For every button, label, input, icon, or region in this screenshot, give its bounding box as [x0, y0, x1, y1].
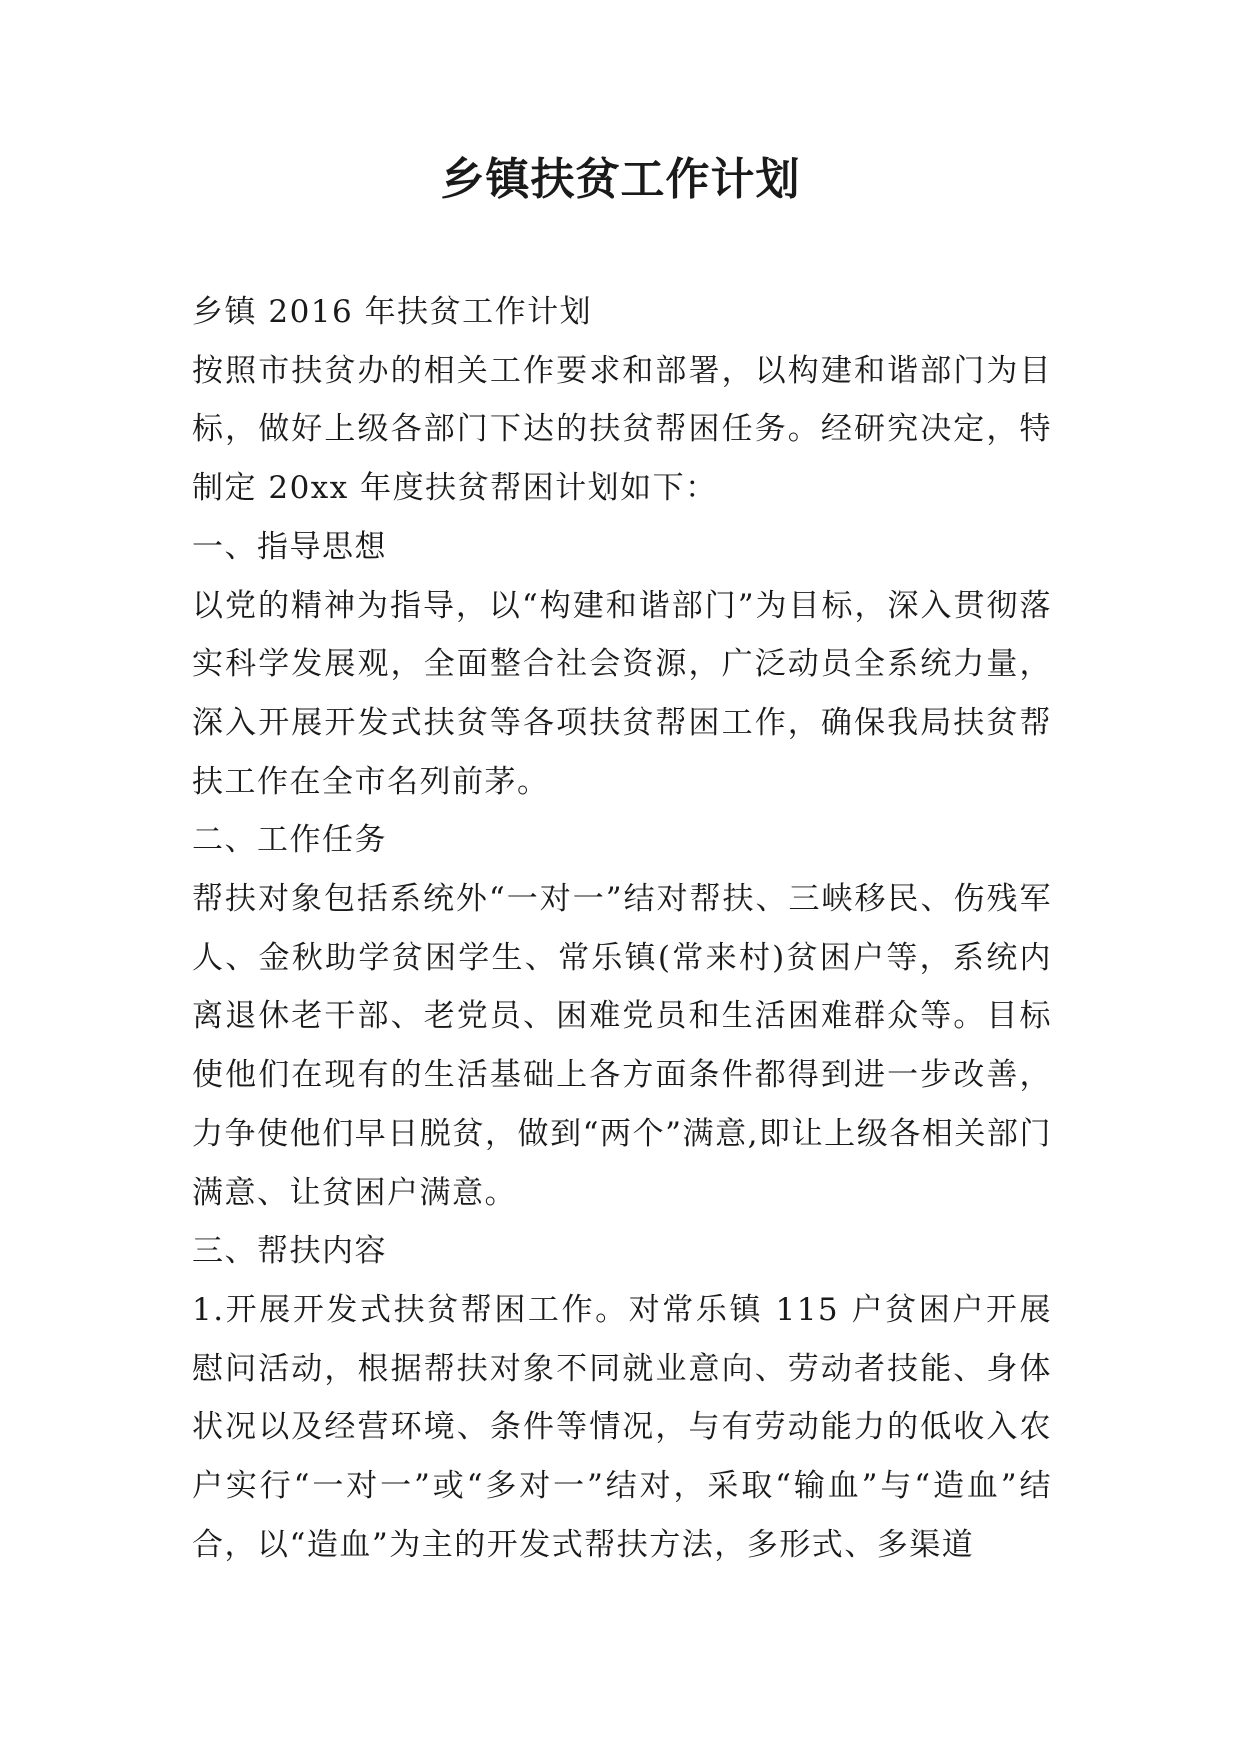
document-title: 乡镇扶贫工作计划: [440, 154, 801, 205]
section-heading-assistance-content: 三、帮扶内容: [192, 1233, 387, 1270]
paragraph-work-tasks: 帮扶对象包括系统外“一对一”结对帮扶、三峡移民、伤残军人、金秋助学贫困学生、常乐镇(常来村)贫困户等，系统内离退休老干部、老党员、困难党员和生活困难群众等。目标使他们在现有的生活基础上各方面条件都得到进一步改善，力争使他们早日脱贫，做到“两个”满意,即让上级各相关部门满意、让贫困户满意。: [192, 881, 1052, 1211]
section-heading-work-tasks: 二、工作任务: [192, 822, 387, 859]
section-heading-guiding-thought: 一、指导思想: [192, 528, 387, 565]
paragraph-assistance-item-1: 1.开展开发式扶贫帮困工作。对常乐镇 115 户贫困户开展慰问活动，根据帮扶对象不同就业意向、劳动者技能、身体状况以及经营环境、条件等情况，与有劳动能力的低收入农户实行“一对一”或“多对一”结对，采取“输血”与“造血”结合，以“造血”为主的开发式帮扶方法，多形式、多渠道: [192, 1291, 1052, 1563]
paragraph-heading-plan: 乡镇 2016 年扶贫工作计划: [192, 294, 593, 330]
paragraph-guiding-thought: 以党的精神为指导，以“构建和谐部门”为目标，深入贯彻落实科学发展观，全面整合社会资源，广泛动员全系统力量，深入开展开发式扶贫等各项扶贫帮困工作，确保我局扶贫帮扶工作在全市名列前茅。: [192, 587, 1052, 800]
paragraph-intro: 按照市扶贫办的相关工作要求和部署，以构建和谐部门为目标，做好上级各部门下达的扶贫帮困任务。经研究决定，特制定 20xx 年度扶贫帮困计划如下：: [192, 352, 1052, 507]
document-body: [192, 283, 1052, 1574]
